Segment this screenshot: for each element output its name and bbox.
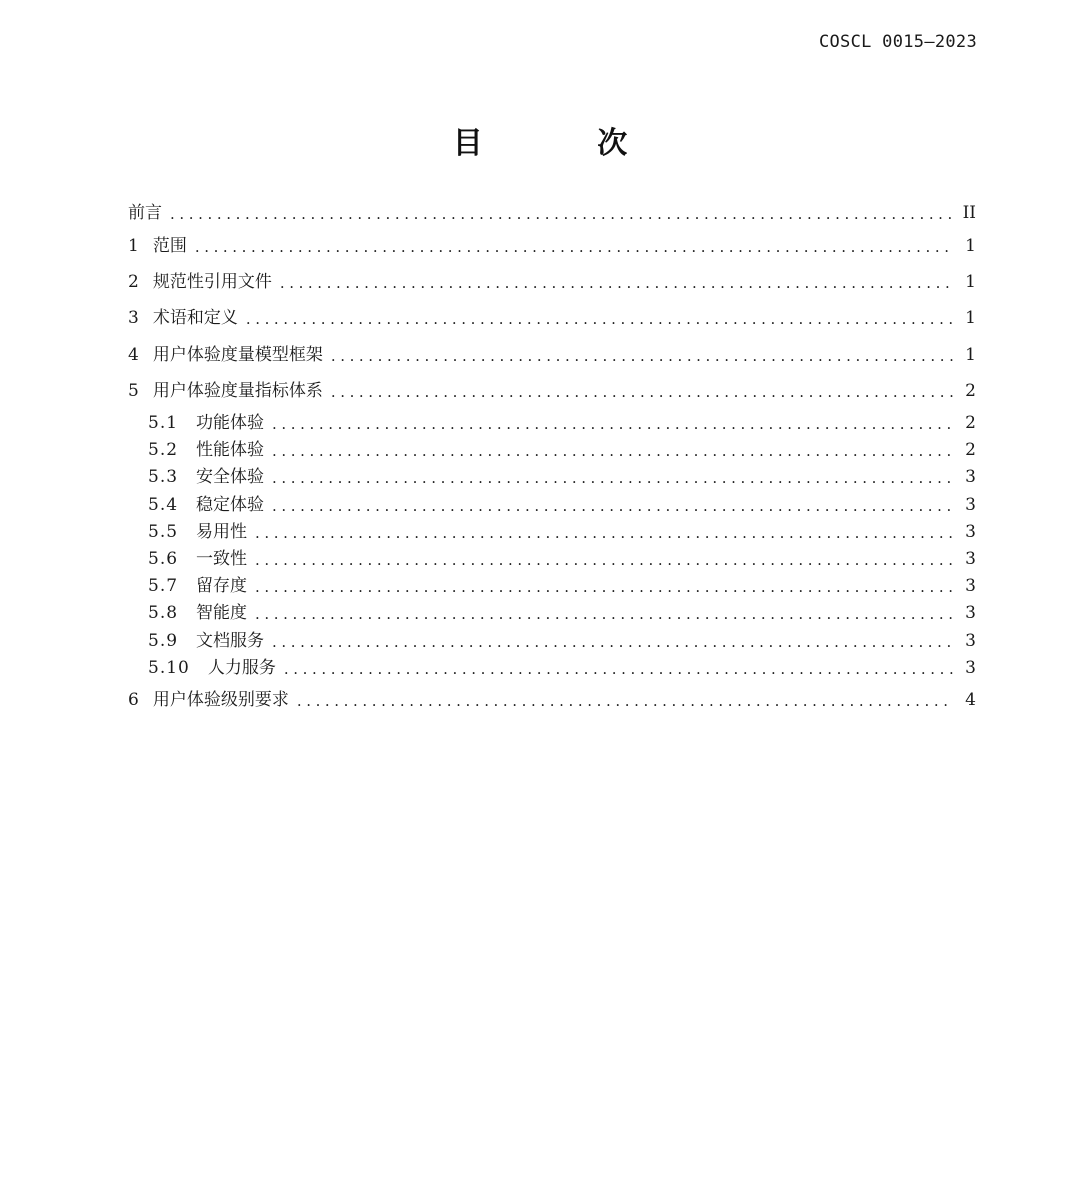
toc-entry-label: 智能度 bbox=[196, 603, 248, 624]
toc-entry-label: 范围 bbox=[152, 235, 187, 256]
toc-entry-label: 术语和定义 bbox=[152, 308, 238, 329]
toc-dot-leader bbox=[170, 207, 954, 222]
toc-entry-number: 4 bbox=[128, 344, 139, 365]
toc-entry-label: 一致性 bbox=[196, 548, 248, 569]
toc-entry-label: 留存度 bbox=[196, 576, 248, 597]
toc-entry-label: 用户体验级别要求 bbox=[152, 689, 289, 710]
toc-entry-number: 1 bbox=[128, 235, 139, 256]
document-code: COSCL 0015—2023 bbox=[818, 32, 977, 52]
toc-entry-label: 稳定体验 bbox=[196, 494, 265, 515]
toc-entry-number: 5.8 bbox=[148, 603, 179, 624]
toc-entry-1[interactable] bbox=[128, 228, 976, 264]
toc-dot-leader bbox=[297, 694, 954, 709]
toc-entry-5-3[interactable] bbox=[128, 464, 976, 491]
toc-entry-number: 3 bbox=[128, 308, 139, 329]
toc-dot-leader bbox=[272, 417, 954, 432]
toc-entry-label: 人力服务 bbox=[207, 657, 276, 678]
toc-entry-5-7[interactable] bbox=[128, 573, 976, 600]
toc-entry-label: 用户体验度量指标体系 bbox=[152, 381, 323, 402]
toc-dot-leader bbox=[255, 607, 954, 622]
toc-page-number: 1 bbox=[965, 308, 976, 329]
toc-page-number: 2 bbox=[965, 413, 976, 434]
toc-entry-5-9[interactable] bbox=[128, 627, 976, 654]
toc-page-number: 4 bbox=[965, 689, 976, 710]
toc-entry-number: 5.10 bbox=[148, 657, 190, 678]
toc-page-number: 1 bbox=[965, 344, 976, 365]
toc-dot-leader bbox=[272, 635, 954, 650]
toc-entry-5-1[interactable] bbox=[128, 410, 976, 437]
toc-entry-6[interactable] bbox=[128, 682, 976, 718]
toc-dot-leader bbox=[195, 240, 954, 255]
toc-entry-5-6[interactable] bbox=[128, 546, 976, 573]
toc-entry-label: 安全体验 bbox=[196, 467, 265, 488]
toc-entry-label: 性能体验 bbox=[196, 440, 265, 461]
toc-page-number: 3 bbox=[965, 576, 976, 597]
toc-entry-5-4[interactable] bbox=[128, 492, 976, 519]
toc-entry-3[interactable] bbox=[128, 301, 976, 337]
toc-dot-leader bbox=[255, 553, 954, 568]
toc-page-number: 3 bbox=[965, 494, 976, 515]
toc-dot-leader bbox=[272, 499, 954, 514]
toc-entry-5-2[interactable] bbox=[128, 437, 976, 464]
toc-dot-leader bbox=[280, 276, 954, 291]
toc-entry-number: 5.1 bbox=[148, 413, 179, 434]
toc-page-number: 1 bbox=[965, 272, 976, 293]
toc-page-number: 2 bbox=[965, 440, 976, 461]
toc-dot-leader bbox=[272, 444, 954, 459]
page-title: 目 次 bbox=[452, 126, 680, 161]
toc-page-number: 1 bbox=[965, 235, 976, 256]
toc-dot-leader bbox=[246, 312, 954, 327]
toc-dot-leader bbox=[255, 580, 954, 595]
toc-entry-number: 2 bbox=[128, 272, 139, 293]
toc-entry-label: 文档服务 bbox=[196, 630, 265, 651]
toc-entry-number: 5.9 bbox=[148, 630, 179, 651]
toc-entry-5-8[interactable] bbox=[128, 600, 976, 627]
toc-entry-preface[interactable] bbox=[128, 198, 976, 228]
toc-entry-5-5[interactable] bbox=[128, 519, 976, 546]
toc-entry-2[interactable] bbox=[128, 264, 976, 300]
toc-dot-leader bbox=[284, 662, 954, 677]
table-of-contents bbox=[128, 198, 976, 718]
toc-entry-label: 功能体验 bbox=[196, 413, 265, 434]
toc-page-number: 3 bbox=[965, 521, 976, 542]
toc-entry-number: 5.2 bbox=[148, 440, 179, 461]
toc-page-number: II bbox=[962, 202, 976, 223]
toc-entry-number: 5.3 bbox=[148, 467, 179, 488]
toc-dot-leader bbox=[272, 471, 954, 486]
toc-entry-4[interactable] bbox=[128, 337, 976, 373]
toc-entry-label: 用户体验度量模型框架 bbox=[152, 344, 323, 365]
toc-entry-label: 前言 bbox=[128, 202, 162, 223]
toc-entry-number: 5.6 bbox=[148, 548, 179, 569]
toc-page-number: 3 bbox=[965, 630, 976, 651]
toc-page-number: 3 bbox=[965, 657, 976, 678]
toc-page-number: 3 bbox=[965, 467, 976, 488]
toc-entry-number: 6 bbox=[128, 689, 139, 710]
toc-entry-number: 5.5 bbox=[148, 521, 179, 542]
toc-dot-leader bbox=[331, 349, 954, 364]
toc-entry-5[interactable] bbox=[128, 374, 976, 410]
toc-entry-number: 5.4 bbox=[148, 494, 179, 515]
toc-dot-leader bbox=[331, 385, 954, 400]
toc-page-number: 3 bbox=[965, 548, 976, 569]
toc-entry-label: 规范性引用文件 bbox=[152, 272, 272, 293]
toc-entry-label: 易用性 bbox=[196, 521, 248, 542]
toc-entry-number: 5.7 bbox=[148, 576, 179, 597]
toc-entry-number: 5 bbox=[128, 381, 139, 402]
toc-page-number: 2 bbox=[965, 381, 976, 402]
toc-entry-5-10[interactable] bbox=[128, 655, 976, 682]
toc-dot-leader bbox=[255, 526, 954, 541]
toc-page-number: 3 bbox=[965, 603, 976, 624]
